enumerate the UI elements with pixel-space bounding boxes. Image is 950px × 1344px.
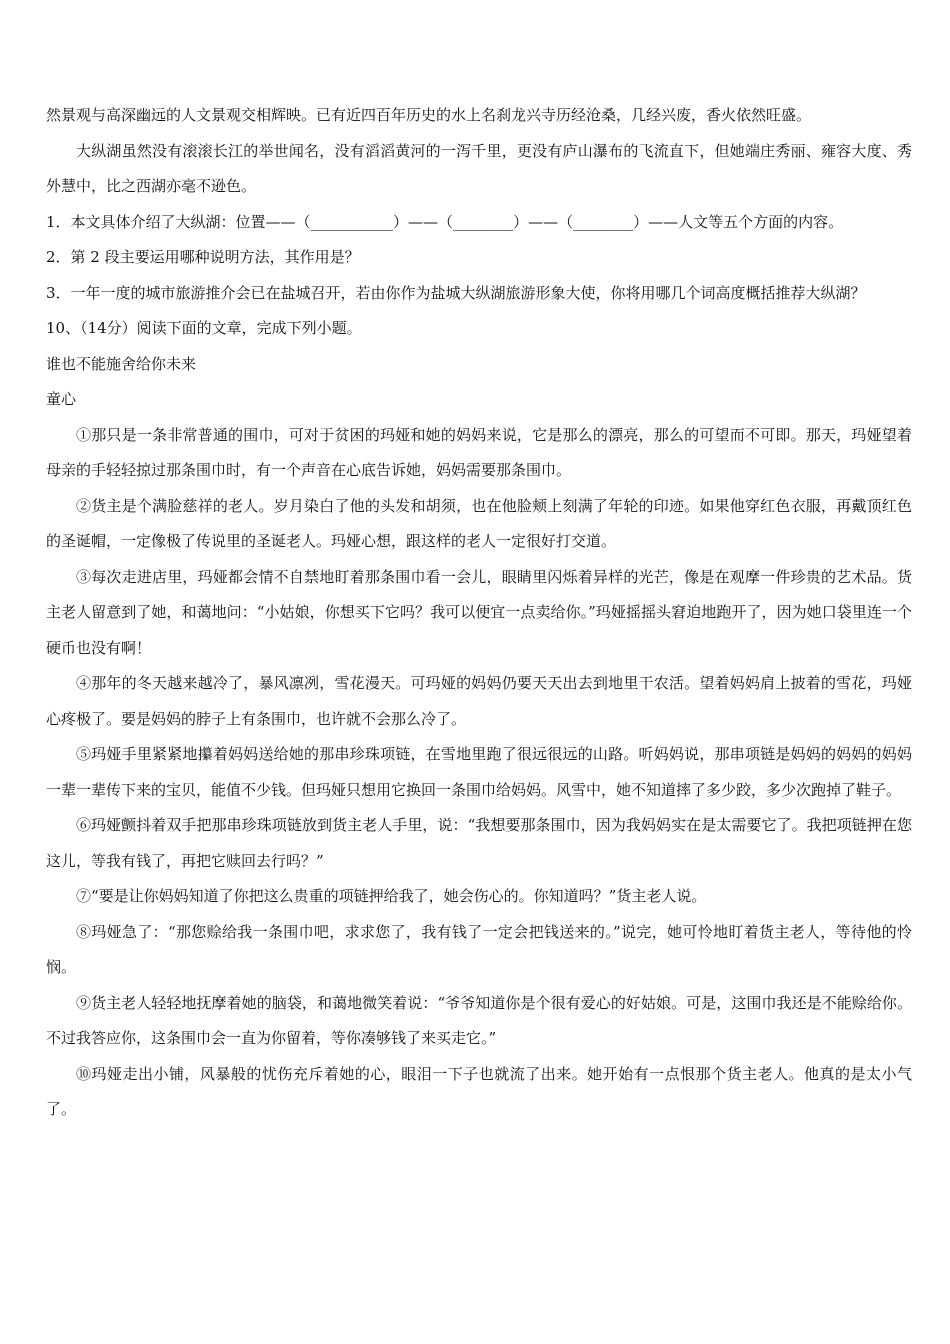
answer-blank-1: ___________ [310,212,394,231]
section-10-heading: 10、（14分）阅读下面的文章，完成下列小题。 [46,319,362,337]
story-paragraph-9: ⑨货主老人轻轻地抚摩着她的脑袋，和蔼地微笑着说：“爷爷知道你是个很有爱心的好姑娘。可是，这围巾我还是不能赊给你。不过我答应你，这条围巾会一直为你留着，等你凑够钱了来买走它。” [46,993,912,1047]
article-title: 谁也不能施舍给你未来 [46,354,197,373]
story-paragraph-6: ⑥玛娅颤抖着双手把那串珍珠项链放到货主老人手里，说：“我想要那条围巾，因为我妈妈实在是太需要它了。我把项链押在您这儿，等我有钱了，再把它赎回去行吗？” [46,816,912,870]
answer-blank-2: ________ [453,212,514,231]
article-author: 童心 [46,390,77,408]
story-paragraph-10: ⑩玛娅走出小铺，风暴般的忧伤充斥着她的心，眼泪一下子也就流了出来。她开始有一点恨那个货主老人。他真的是太小气了。 [46,1064,912,1118]
question-1-prefix: 1．本文具体介绍了大纵湖：位置——（ [46,212,311,231]
document-page [46,98,912,1128]
question-3: 3．一年一度的城市旅游推介会已在盐城召开，若由你作为盐城大纵湖旅游形象大使，你将用哪几个词高度概括推荐大纵湖？ [46,283,866,302]
story-paragraph-8: ⑧玛娅急了：“那您赊给我一条围巾吧，求求您了，我有钱了一定会把钱送来的。”说完，她可怜地盯着货主老人，等待他的怜悯。 [46,922,912,976]
question-1-separator-1: ）——（ [393,212,454,231]
story-paragraph-2: ②货主是个满脸慈祥的老人。岁月染白了他的头发和胡须，也在他脸颊上刻满了年轮的印迹。如果他穿红色衣服，再戴顶红色的圣诞帽，一定像极了传说里的圣诞老人。玛娅心想，跟这样的老人一定很好打交道。 [46,496,912,550]
intro-paragraph-2: 大纵湖虽然没有滚滚长江的举世闻名，没有滔滔黄河的一泻千里，更没有庐山瀑布的飞流直下，但她端庄秀丽、雍容大度、秀外慧中，比之西湖亦毫不逊色。 [46,141,912,195]
question-1-separator-2: ）——（ [513,212,574,231]
story-paragraph-1: ①那只是一条非常普通的围巾，可对于贫困的玛娅和她的妈妈来说，它是那么的漂亮，那么的可望而不可即。那天，玛娅望着母亲的手轻轻掠过那条围巾时，有一个声音在心底告诉她，妈妈需要那条围巾。 [46,425,912,479]
question-1 [46,205,912,241]
story-paragraph-7: ⑦“要是让你妈妈知道了你把这么贵重的项链押给我了，她会伤心的。你知道吗？”货主老人说。 [76,887,707,905]
question-2: 2．第 2 段主要运用哪种说明方法，其作用是？ [46,248,360,266]
story-paragraph-3: ③每次走进店里，玛娅都会情不自禁地盯着那条围巾看一会儿，眼睛里闪烁着异样的光芒，像是在观摩一件珍贵的艺术品。货主老人留意到了她，和蔼地问：“小姑娘，你想买下它吗？我可以便宜一点卖给你。”玛娅摇摇头窘迫地跑开了，因为她口袋里连一个硬币也没有啊！ [46,567,912,657]
intro-paragraph-1: 然景观与高深幽远的人文景观交相辉映。已有近四百年历史的水上名刹龙兴寺历经沧桑，几经兴废，香火依然旺盛。 [46,106,812,124]
answer-blank-3: ________ [573,212,634,231]
question-1-suffix: ）——人文等五个方面的内容。 [633,212,844,231]
story-paragraph-5: ⑤玛娅手里紧紧地攥着妈妈送给她的那串珍珠项链，在雪地里跑了很远很远的山路。听妈妈说，那串项链是妈妈的妈妈的妈妈一辈一辈传下来的宝贝，能值不少钱。但玛娅只想用它换回一条围巾给妈妈。风雪中，她不知道摔了多少跤，多少次跑掉了鞋子。 [46,745,912,799]
story-paragraph-4: ④那年的冬天越来越冷了，暴风凛冽，雪花漫天。可玛娅的妈妈仍要天天出去到地里干农活。望着妈妈肩上披着的雪花，玛娅心疼极了。要是妈妈的脖子上有条围巾，也许就不会那么冷了。 [46,674,912,728]
